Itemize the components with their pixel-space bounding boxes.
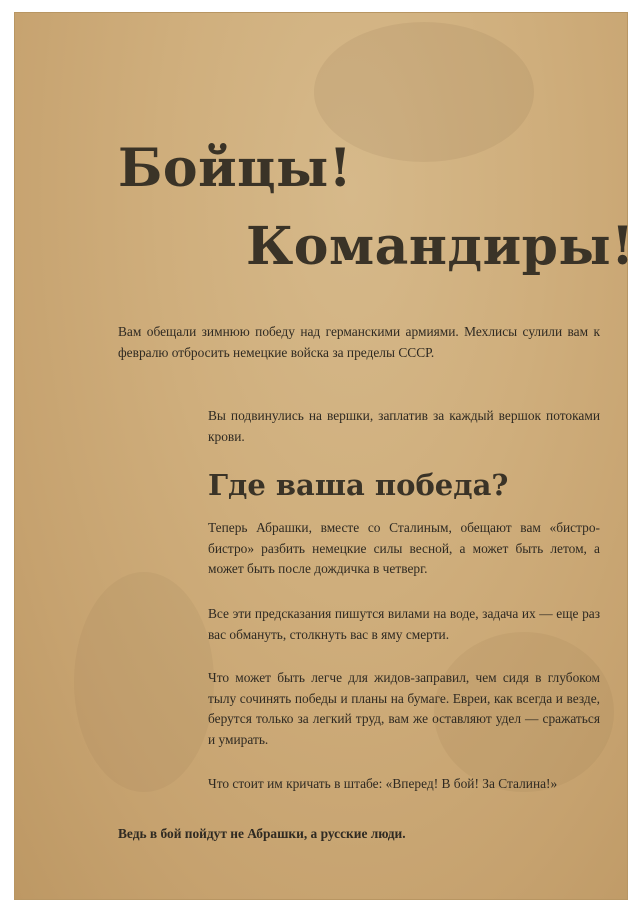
heading-line-1: Бойцы! — [118, 138, 353, 199]
paragraph-6: Что стоит им кричать в штабе: «Вперед! В бой! За Сталина!» — [208, 776, 558, 791]
leaflet-sheet — [14, 12, 635, 900]
subheading: Где ваша победа? — [208, 468, 509, 502]
paragraph-5: Что может быть легче для жидов-заправил, чем сидя в глубоком тылу сочинять победы и планы на бумаге. Евреи, как всегда и везде, берутся только за легкий труд, вам же оставляют удел — сражаться и умирать. — [208, 670, 600, 747]
heading-line-2: Командиры! — [246, 216, 635, 277]
closing-line: Ведь в бой пойдут не Абрашки, а русские люди. — [118, 826, 406, 841]
paragraph-3: Теперь Абрашки, вместе со Сталиным, обещают вам «бистро-бистро» разбить немецкие силы весной, а может быть летом, а может быть после дождичка в четверг. — [208, 520, 600, 576]
paragraph-4: Все эти предсказания пишутся вилами на воде, задача их — еще раз вас обмануть, столкнуть вас в яму смерти. — [208, 606, 600, 642]
paragraph-2: Вы подвинулись на вершки, заплатив за каждый вершок потоками крови. — [208, 408, 600, 444]
paper-stain — [74, 572, 214, 792]
paragraph-1: Вам обещали зимнюю победу над германскими армиями. Мехлисы сулили вам к февралю отбросить немецкие войска за пределы СССР. — [118, 324, 600, 360]
